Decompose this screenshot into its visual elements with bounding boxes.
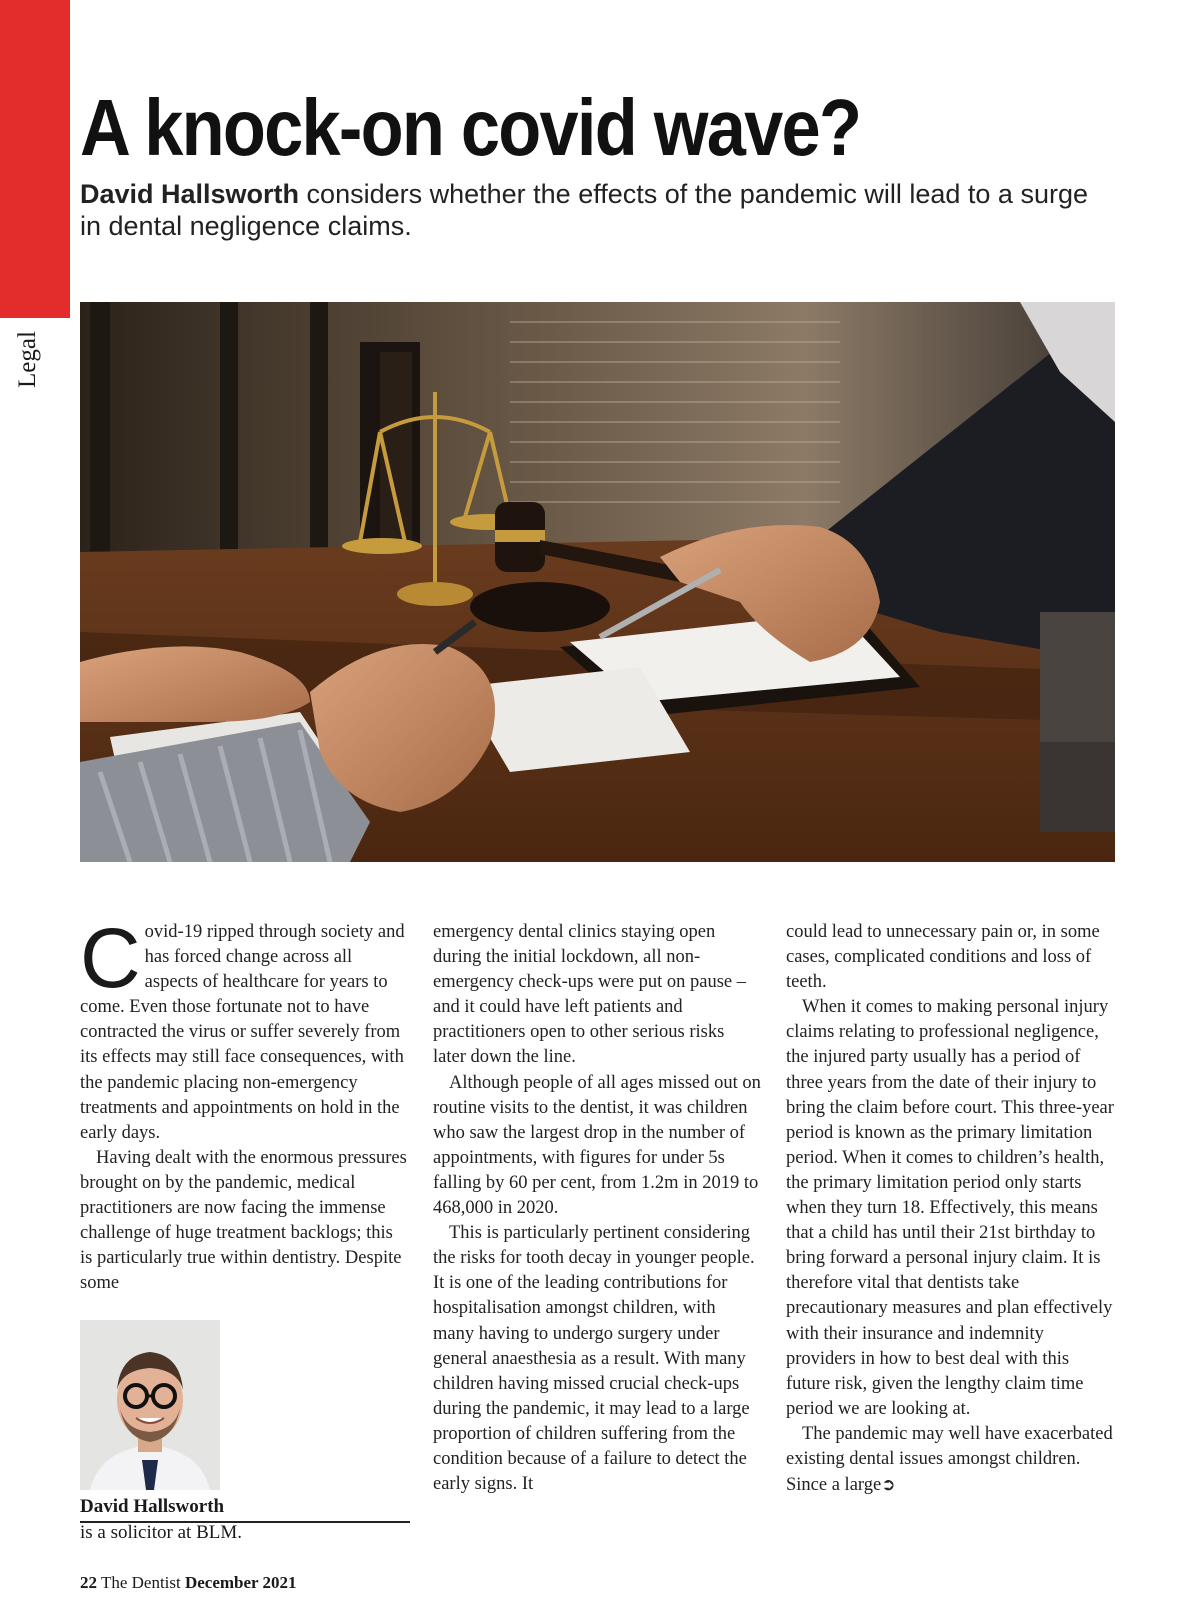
body-paragraph: Having dealt with the enormous pressures brought on by the pandemic, medical practitioners are now facing the immense challenge of huge treatment backlogs; this is particularly true within dentistry. Despite some: [80, 1147, 407, 1294]
standfirst: [80, 178, 1100, 242]
standfirst-text: considers whether the effects of the pandemic will lead to a surge in dental negligence claims.: [80, 179, 1088, 241]
body-column-1: [80, 911, 408, 1296]
drop-cap: C: [80, 911, 141, 1005]
section-label: Legal: [14, 331, 41, 389]
body-paragraph: emergency dental clinics staying open during the initial lockdown, all non-emergency check-ups were put on pause – and it could have left patients and practitioners open to other serious risks later down the line.: [433, 922, 747, 1068]
page-footer: [80, 1573, 297, 1593]
standfirst-author: David Hallsworth: [80, 179, 300, 209]
publication-name: The Dentist: [97, 1573, 185, 1592]
section-color-bar: [0, 0, 70, 318]
body-paragraph: Covid-19 ripped through society and has forced change across all aspects of healthcare for years to come. Even those fortunate not to have contracted the virus or suffer severely from its effects may still face consequences, with the pandemic placing non-emergency treatments and appointments on hold in the early days.: [80, 911, 405, 1143]
body-paragraph: This is particularly pertinent considering the risks for tooth decay in younger people. It is one of the leading contributions for hospitalisation amongst children, with many having to undergo surgery under general anaesthesia as a result. With many children having missed crucial check-ups during the pandemic, it may lead to a large proportion of children suffering from the condition because of a failure to detect the early signs. It: [433, 1223, 755, 1495]
page-number: 22: [80, 1573, 97, 1592]
body-paragraph: Although people of all ages missed out on routine visits to the dentist, it was children who saw the largest drop in the number of appointments, with figures for under 5s falling by 60 per cent, from 1.2m in 2019 to 468,000 in 2020.: [433, 1072, 761, 1219]
issue-date: December 2021: [184, 1573, 297, 1592]
author-bio: is a solicitor at BLM.: [80, 1522, 243, 1543]
author-name: David Hallsworth: [80, 1496, 410, 1523]
body-column-2: [433, 920, 761, 1497]
continue-arrow-icon: ➲: [881, 1475, 896, 1495]
body-paragraph: could lead to unnecessary pain or, in some cases, complicated conditions and loss of teeth.: [786, 922, 1100, 993]
author-photo: [80, 1320, 220, 1490]
body-paragraph: When it comes to making personal injury claims relating to professional negligence, the injured party usually has a period of three years from the date of their injury to bring the claim before court. This three-year period is known as the primary limitation period. When it comes to children’s health, the primary limitation period only starts when they turn 18. Effectively, this means that a child has until their 21st birthday to bring forward a personal injury claim. It is therefore vital that dentists take precautionary measures and plan effectively with their insurance and indemnity providers in how to best deal with this future risk, given the lengthy claim time period we are looking at.: [786, 997, 1114, 1419]
hero-photo: [80, 302, 1115, 862]
body-column-3: [786, 920, 1114, 1498]
article-title: A knock-on covid wave?: [80, 83, 861, 172]
body-paragraph: The pandemic may well have exacerbated existing dental issues amongst children. Since a large➲: [786, 1423, 1113, 1496]
